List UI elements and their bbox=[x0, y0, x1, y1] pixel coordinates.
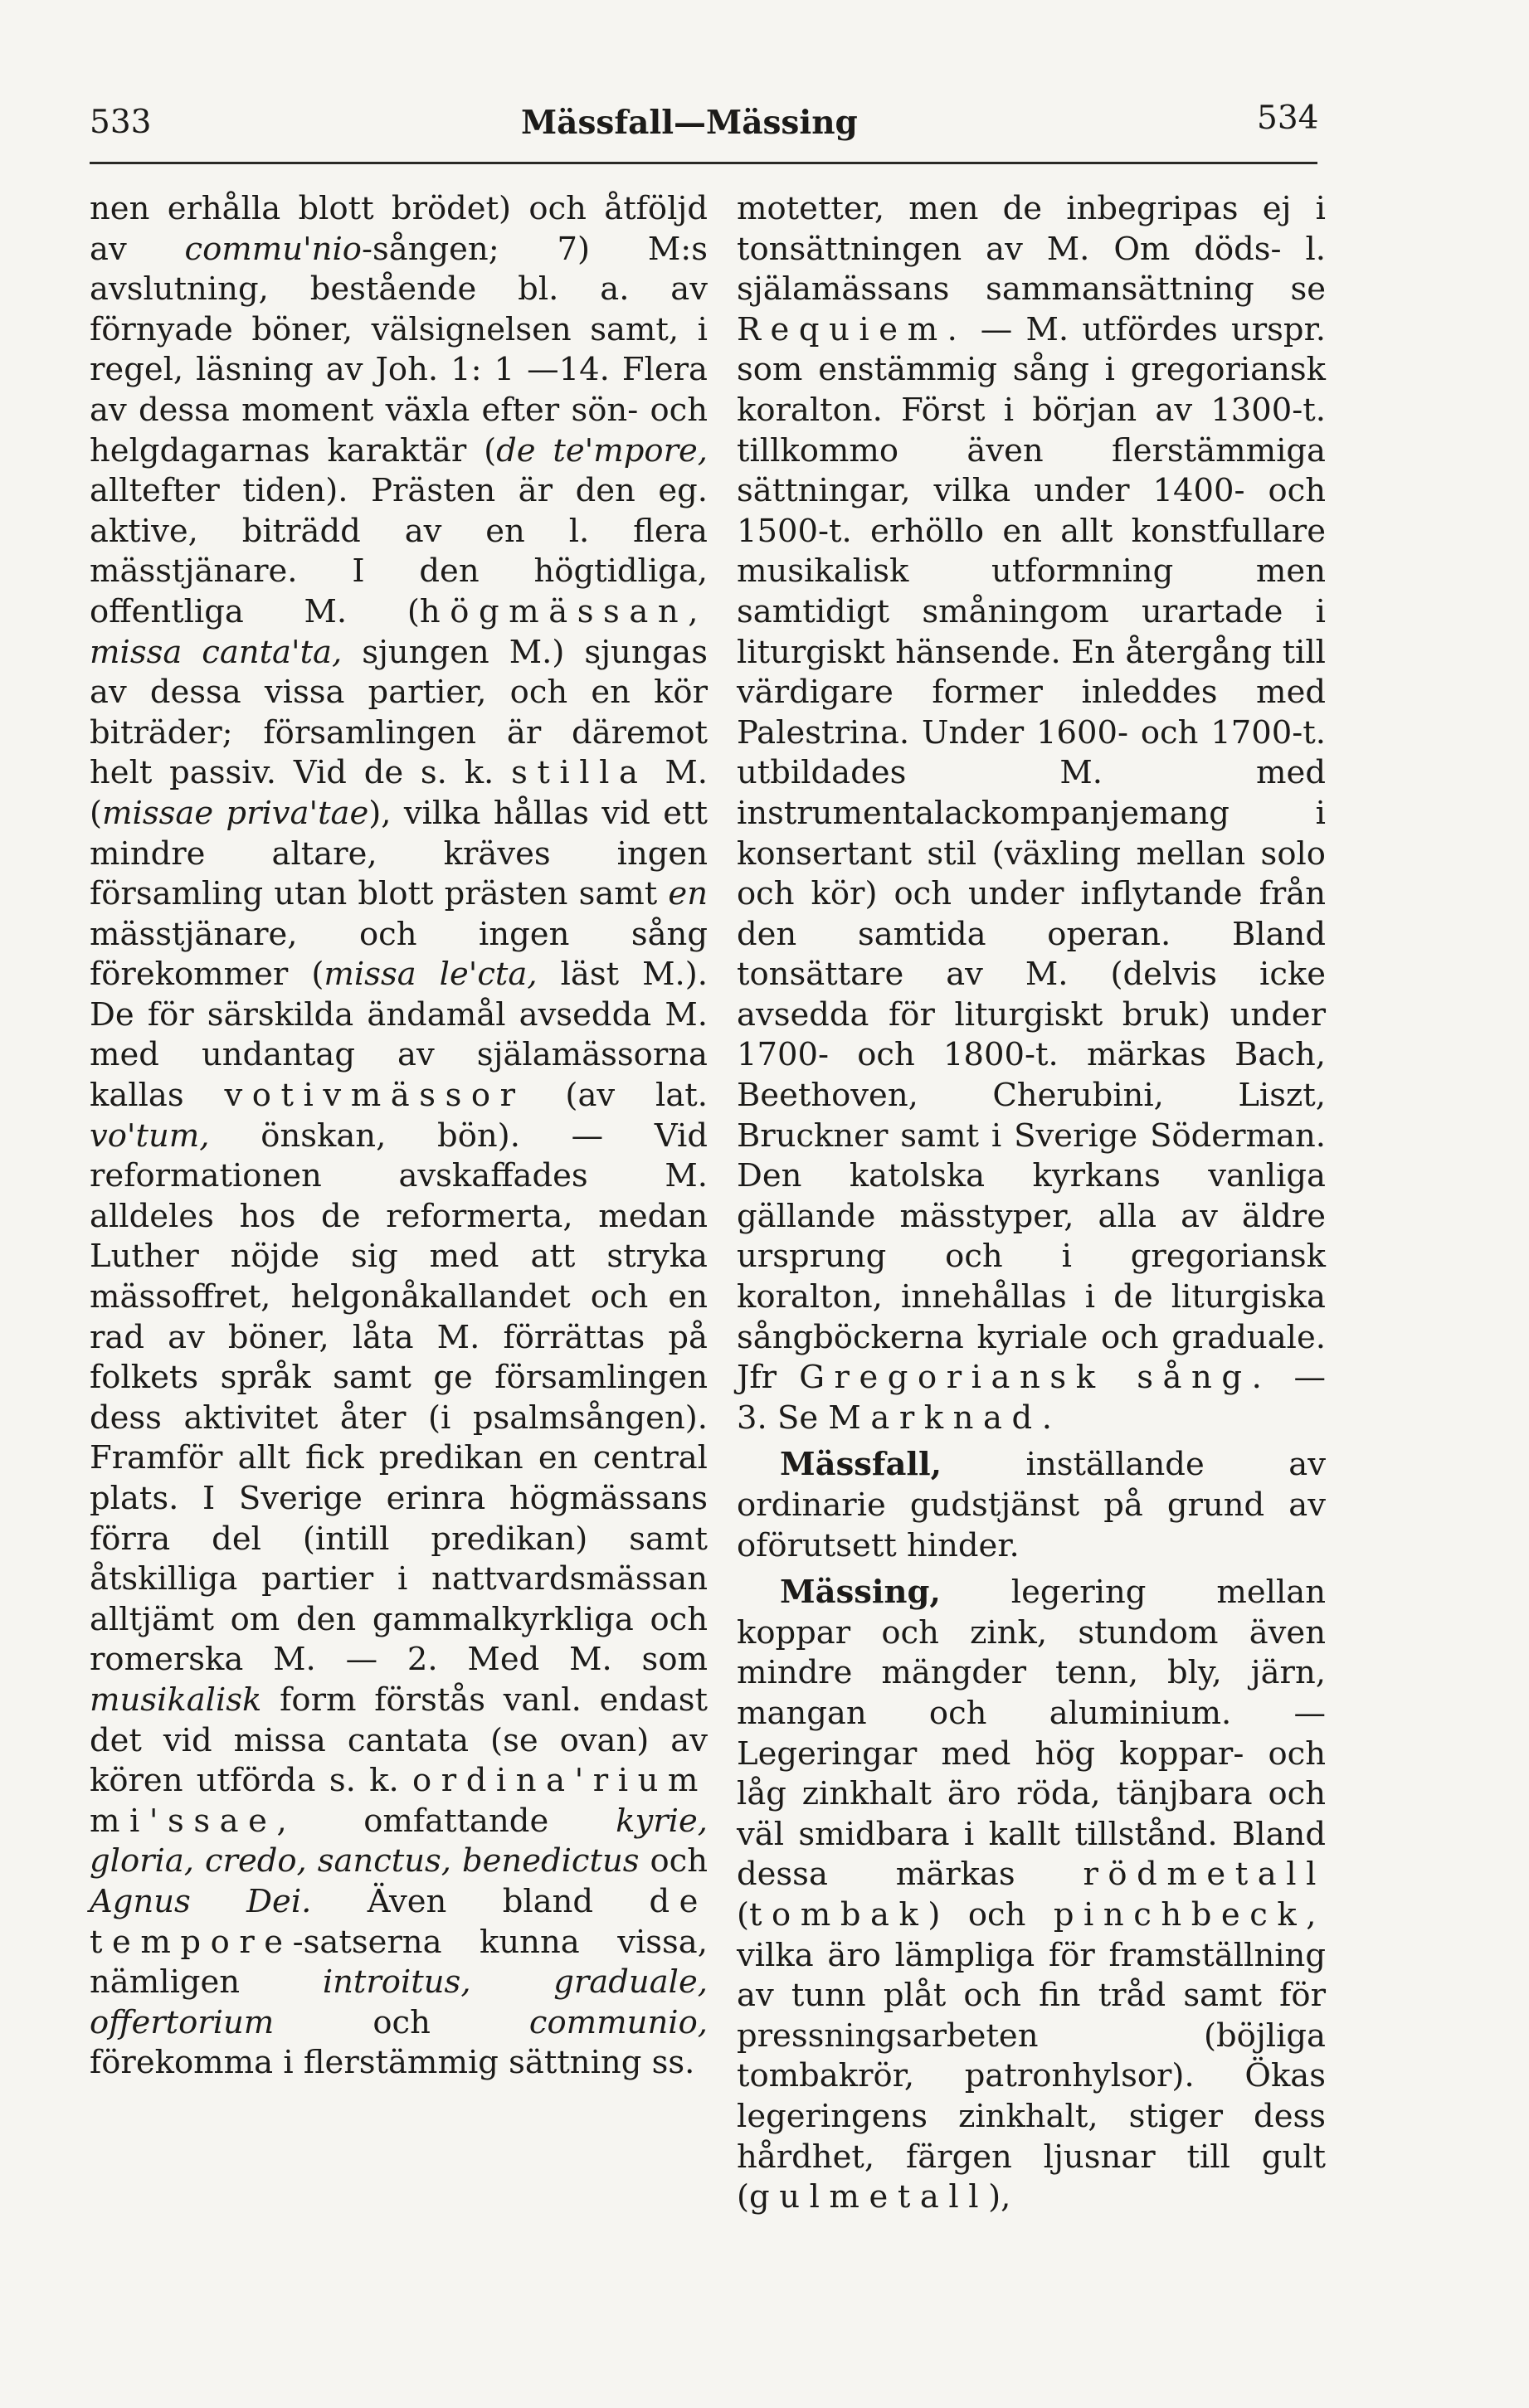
header-rule bbox=[90, 162, 1317, 164]
running-title: Mässfall—Mässing bbox=[521, 104, 858, 142]
entry-massfall: Mässfall, inställande av ordinarie gudstjänst på grund av oförutsett hinder. bbox=[737, 1446, 1326, 1564]
right-column bbox=[737, 189, 1326, 2218]
headword-massfall: Mässfall, bbox=[780, 1446, 942, 1484]
page-number-left: 533 bbox=[90, 104, 152, 141]
entry-massing: Mässing, legering mellan koppar och zink, stundom även mindre mängder tenn, bly, järn, mangan och aluminium. — Legeringar med hög koppar- och låg zinkhalt äro röda, tänjbara och väl smidbara i kallt tillstånd. Bland dessa märkas rödmetall (tombak) och pinchbeck, vilka äro lämpliga för framställning av tunn plåt och fin tråd samt för pressningsarbeten (böjliga tombakrör, patronhylsor). Ökas legeringens zinkhalt, stiger dess hårdhet, färgen ljusnar till gult (gulmetall), bbox=[737, 1574, 1326, 2216]
left-column bbox=[90, 189, 708, 2084]
headword-massing: Mässing, bbox=[780, 1574, 941, 1612]
page-number-right: 534 bbox=[1257, 100, 1319, 137]
left-column-text: nen erhålla blott brödet) och åtföljd av commu'nio-sången; 7) M:s avslutning, bestående bl. a. av förnyade böner, välsignelsen samt, i regel, läsning av Joh. 1: 1 —14. Flera av dessa moment växla efter sön- och helgdagarnas karaktär (de te'mpore, alltefter tiden). Prästen är den eg. aktive, biträdd av en l. flera mässtjänare. I den högtidliga, offentliga M. (högmässan, missa canta'ta, sjungen M.) sjungas av dessa vissa partier, och en kör biträder; församlingen är däremot helt passiv. Vid de s. k. stilla M. (missae priva'tae), vilka hållas vid ett mindre altare, kräves ingen församling utan blott prästen samt en mässtjänare, och ingen sång förekommer (missa le'cta, läst M.). De för särskilda ändamål avsedda M. med undantag av själamässorna kallas votivmässor (av lat. vo'tum, önskan, bön). — Vid reformationen avskaffades M. alldeles hos de reformerta, medan Luther nöjde sig med att stryka mässoffret, helgonåkallandet och en rad av böner, låta M. förrättas på folkets språk samt ge församlingen dess aktivitet åter (i psalmsången). Framför allt fick predikan en central plats. I Sverige erinra högmässans förra del (intill predikan) samt åtskilliga partier i nattvardsmässan alltjämt om den gammalkyrkliga och romerska M. — 2. Med M. som musikalisk form förstås vanl. endast det vid missa cantata (se ovan) av kören utförda s. k. ordina'rium mi'ssae, omfattande kyrie, gloria, credo, sanctus, benedictus och Agnus Dei. Även bland de tempore-satserna kunna vissa, nämligen introitus, graduale, offertorium och communio, förekomma i flerstämmig sättning ss. bbox=[90, 190, 708, 2082]
entry-massa-continued: motetter, men de inbegripas ej i tonsättningen av M. Om döds- l. själamässans sammansättning se Requiem. — M. utfördes urspr. som enstämmig sång i gregoriansk koralton. Först i början av 1300-t. tillkommo även flerstämmiga sättningar, vilka under 1400- och 1500-t. erhöllo en allt konstfullare musikalisk utformning men samtidigt småningom urartade i liturgiskt hänsende. En återgång till värdigare former inleddes med Palestrina. Under 1600- och 1700-t. utbildades M. med instrumentalackompanjemang i konsertant stil (växling mellan solo och kör) och under inflytande från den samtida operan. Bland tonsättare av M. (delvis icke avsedda för liturgiskt bruk) under 1700- och 1800-t. märkas Bach, Beethoven, Cherubini, Liszt, Bruckner samt i Sverige Söderman. Den katolska kyrkans vanliga gällande mässtyper, alla av äldre ursprung och i gregoriansk koralton, innehållas i de liturgiska sångböckerna kyriale och graduale. Jfr Gregoriansk sång. — 3. Se Marknad. bbox=[737, 190, 1326, 1437]
page-header bbox=[0, 100, 1529, 153]
